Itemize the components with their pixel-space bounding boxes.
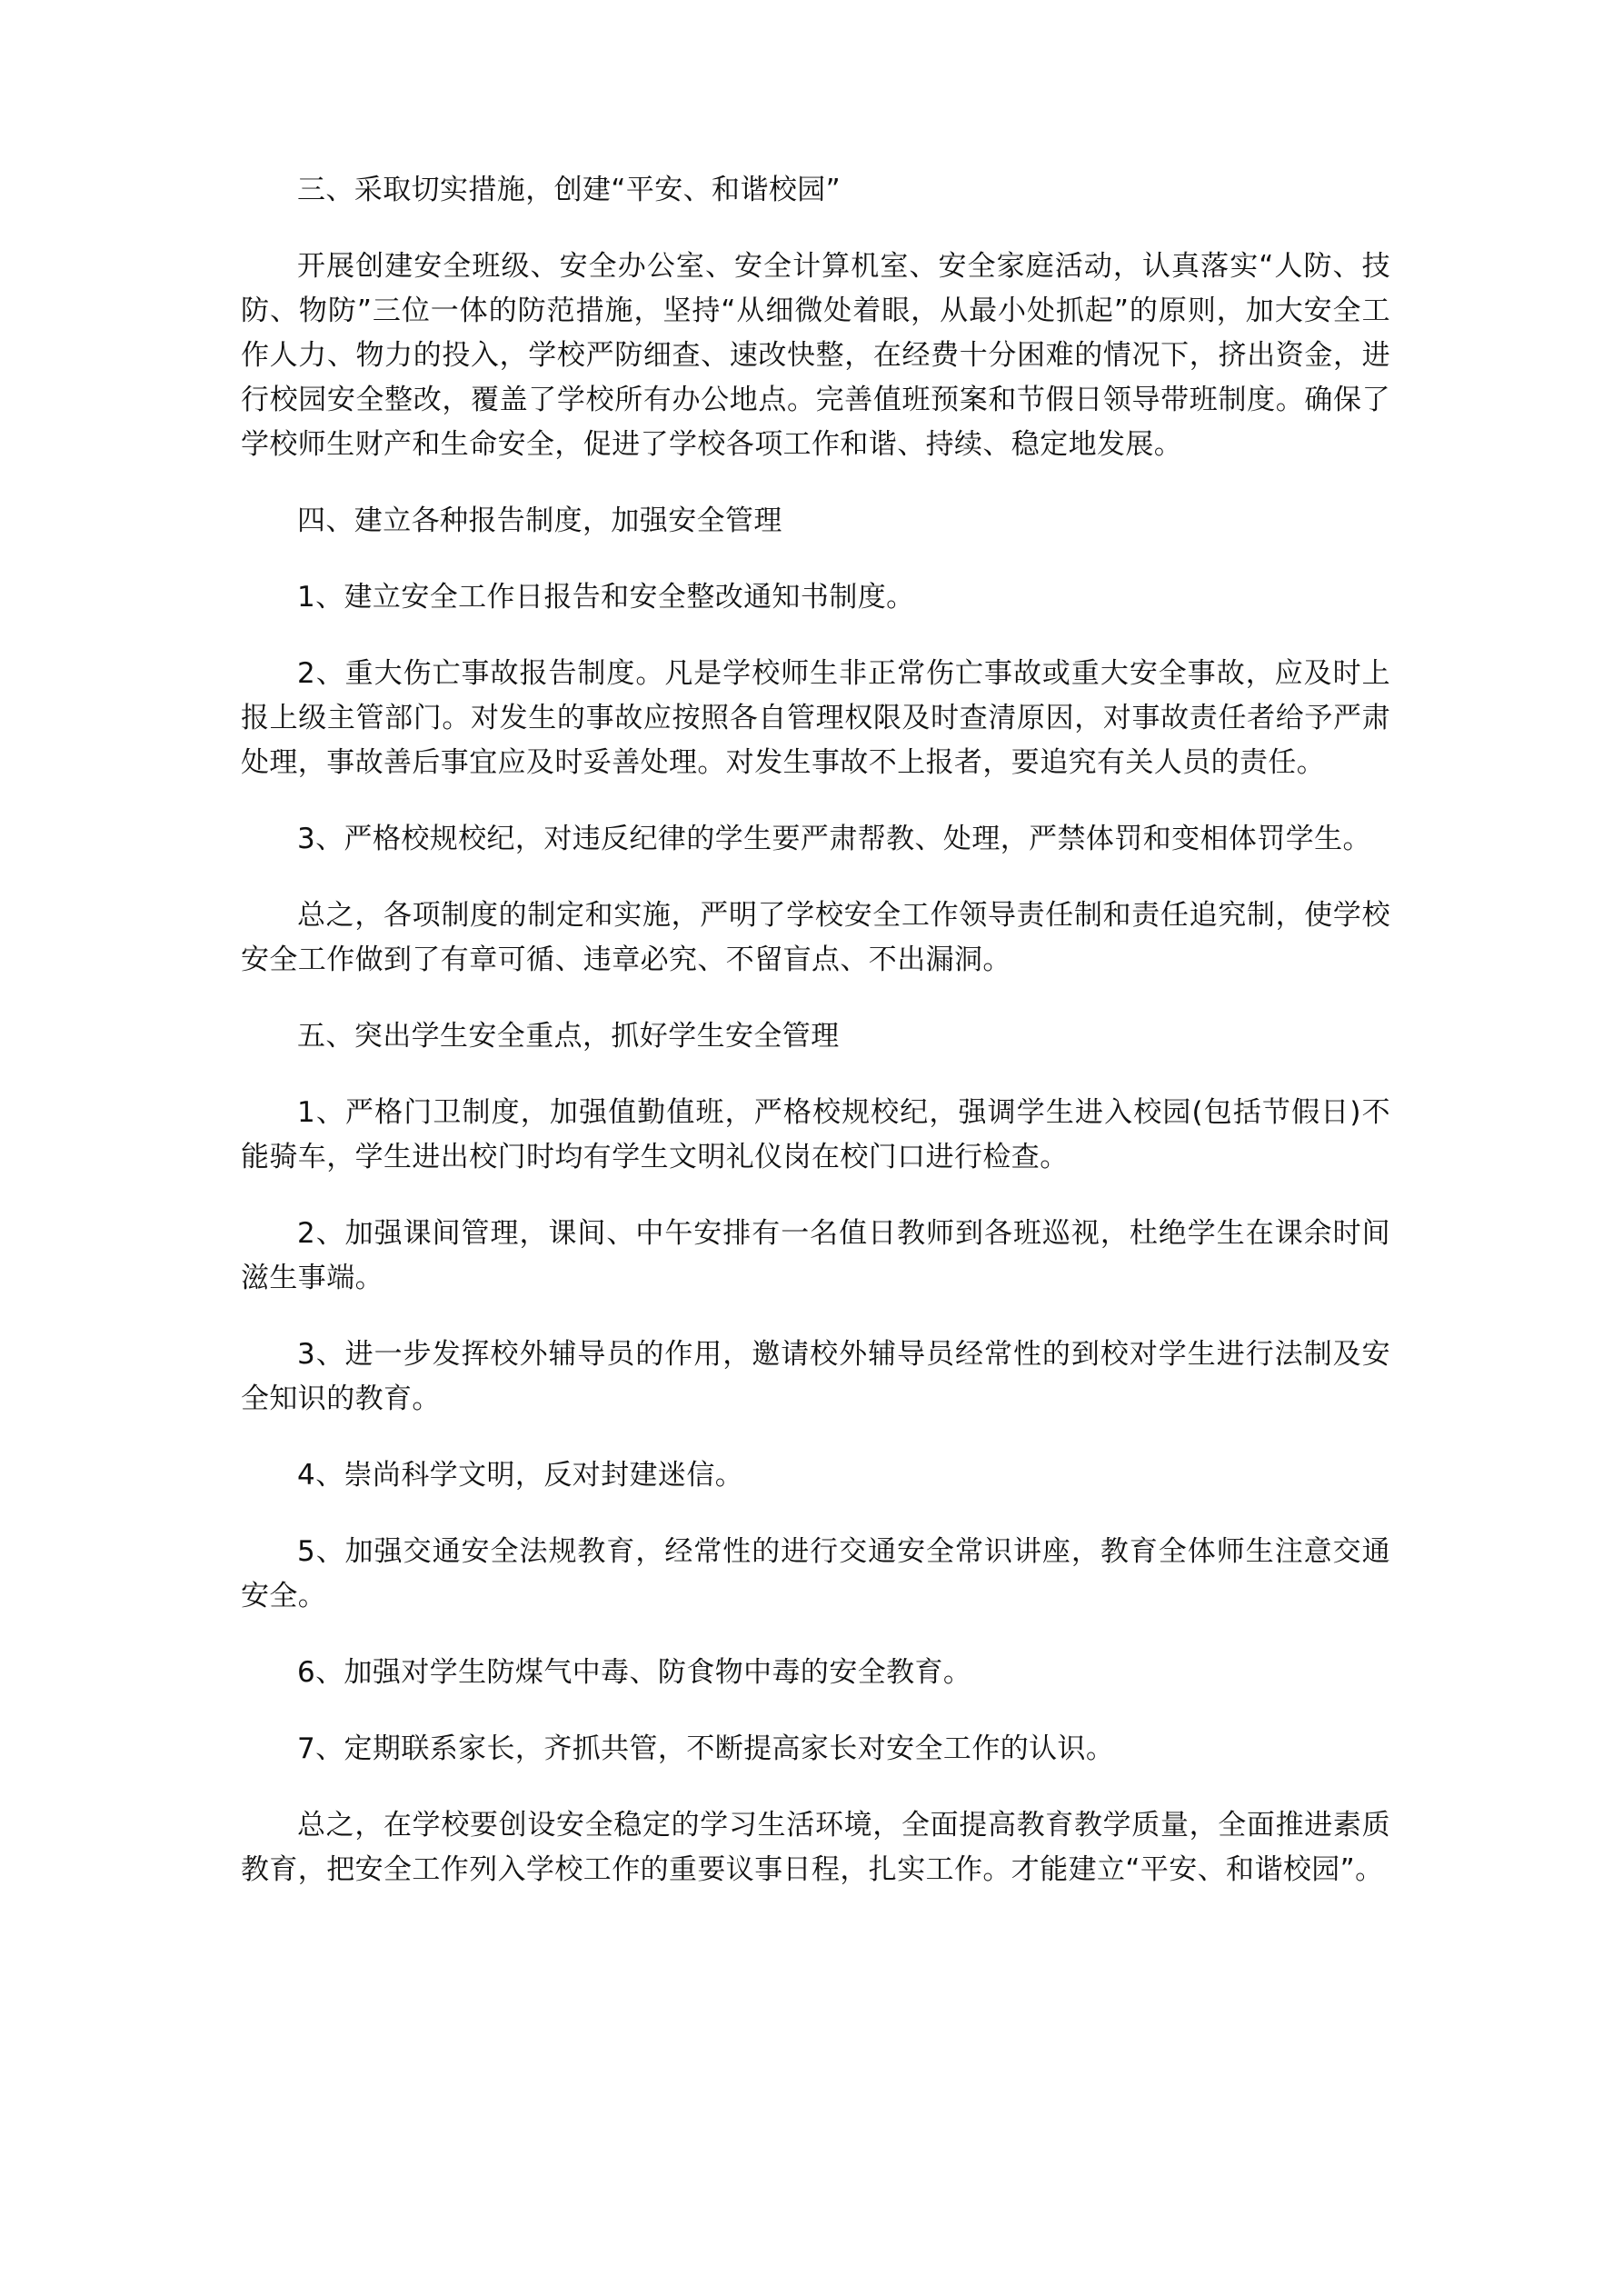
document-page xyxy=(241,168,1390,1924)
section-4-item-1: 1、建立安全工作日报告和安全整改通知书制度。 xyxy=(297,581,915,614)
section-4-item-2: 2、重大伤亡事故报告制度。凡是学校师生非正常伤亡事故或重大安全事故，应及时上报上级主管部门。对发生的事故应按照各自管理权限及时查清原因，对事故责任者给予严肃处理，事故善后事宜应及时妥善处理。对发生事故不上报者，要追究有关人员的责任。 xyxy=(241,657,1390,779)
section-5-item-1: 1、严格门卫制度，加强值勤值班，严格校规校纪，强调学生进入校园(包括节假日)不能骑车，学生进出校门时均有学生文明礼仪岗在校门口进行检查。 xyxy=(241,1096,1390,1173)
section-4-item-3: 3、严格校规校纪，对违反纪律的学生要严肃帮教、处理，严禁体罚和变相体罚学生。 xyxy=(297,823,1371,855)
section-5-item-3: 3、进一步发挥校外辅导员的作用，邀请校外辅导员经常性的到校对学生进行法制及安全知识的教育。 xyxy=(241,1338,1390,1415)
section-5-item-6: 6、加强对学生防煤气中毒、防食物中毒的安全教育。 xyxy=(297,1656,972,1689)
section-heading-4: 四、建立各种报告制度，加强安全管理 xyxy=(297,504,782,537)
section-heading-5: 五、突出学生安全重点，抓好学生安全管理 xyxy=(297,1020,840,1053)
section-5-item-7: 7、定期联系家长，齐抓共管，不断提高家长对安全工作的认识。 xyxy=(297,1732,1115,1765)
section-5-item-2: 2、加强课间管理，课间、中午安排有一名值日教师到各班巡视，杜绝学生在课余时间滋生事端。 xyxy=(241,1217,1390,1294)
section-5-item-4: 4、崇尚科学文明，反对封建迷信。 xyxy=(297,1459,744,1492)
section-5-summary: 总之，在学校要创设安全稳定的学习生活环境，全面提高教育教学质量，全面推进素质教育，把安全工作列入学校工作的重要议事日程，扎实工作。才能建立“平安、和谐校园”。 xyxy=(241,1809,1390,1886)
section-5-item-5: 5、加强交通安全法规教育，经常性的进行交通安全常识讲座，教育全体师生注意交通安全。 xyxy=(241,1535,1390,1612)
section-4-summary: 总之，各项制度的制定和实施，严明了学校安全工作领导责任制和责任追究制，使学校安全工作做到了有章可循、违章必究、不留盲点、不出漏洞。 xyxy=(241,899,1390,976)
section-heading-3: 三、采取切实措施，创建“平安、和谐校园” xyxy=(297,174,841,206)
section-3-paragraph-1: 开展创建安全班级、安全办公室、安全计算机室、安全家庭活动，认真落实“人防、技防、物防”三位一体的防范措施，坚持“从细微处着眼，从最小处抓起”的原则，加大安全工作人力、物力的投入，学校严防细查、速改快整，在经费十分困难的情况下，挤出资金，进行校园安全整改，覆盖了学校所有办公地点。完善值班预案和节假日领导带班制度。确保了学校师生财产和生命安全，促进了学校各项工作和谐、持续、稳定地发展。 xyxy=(241,250,1390,461)
